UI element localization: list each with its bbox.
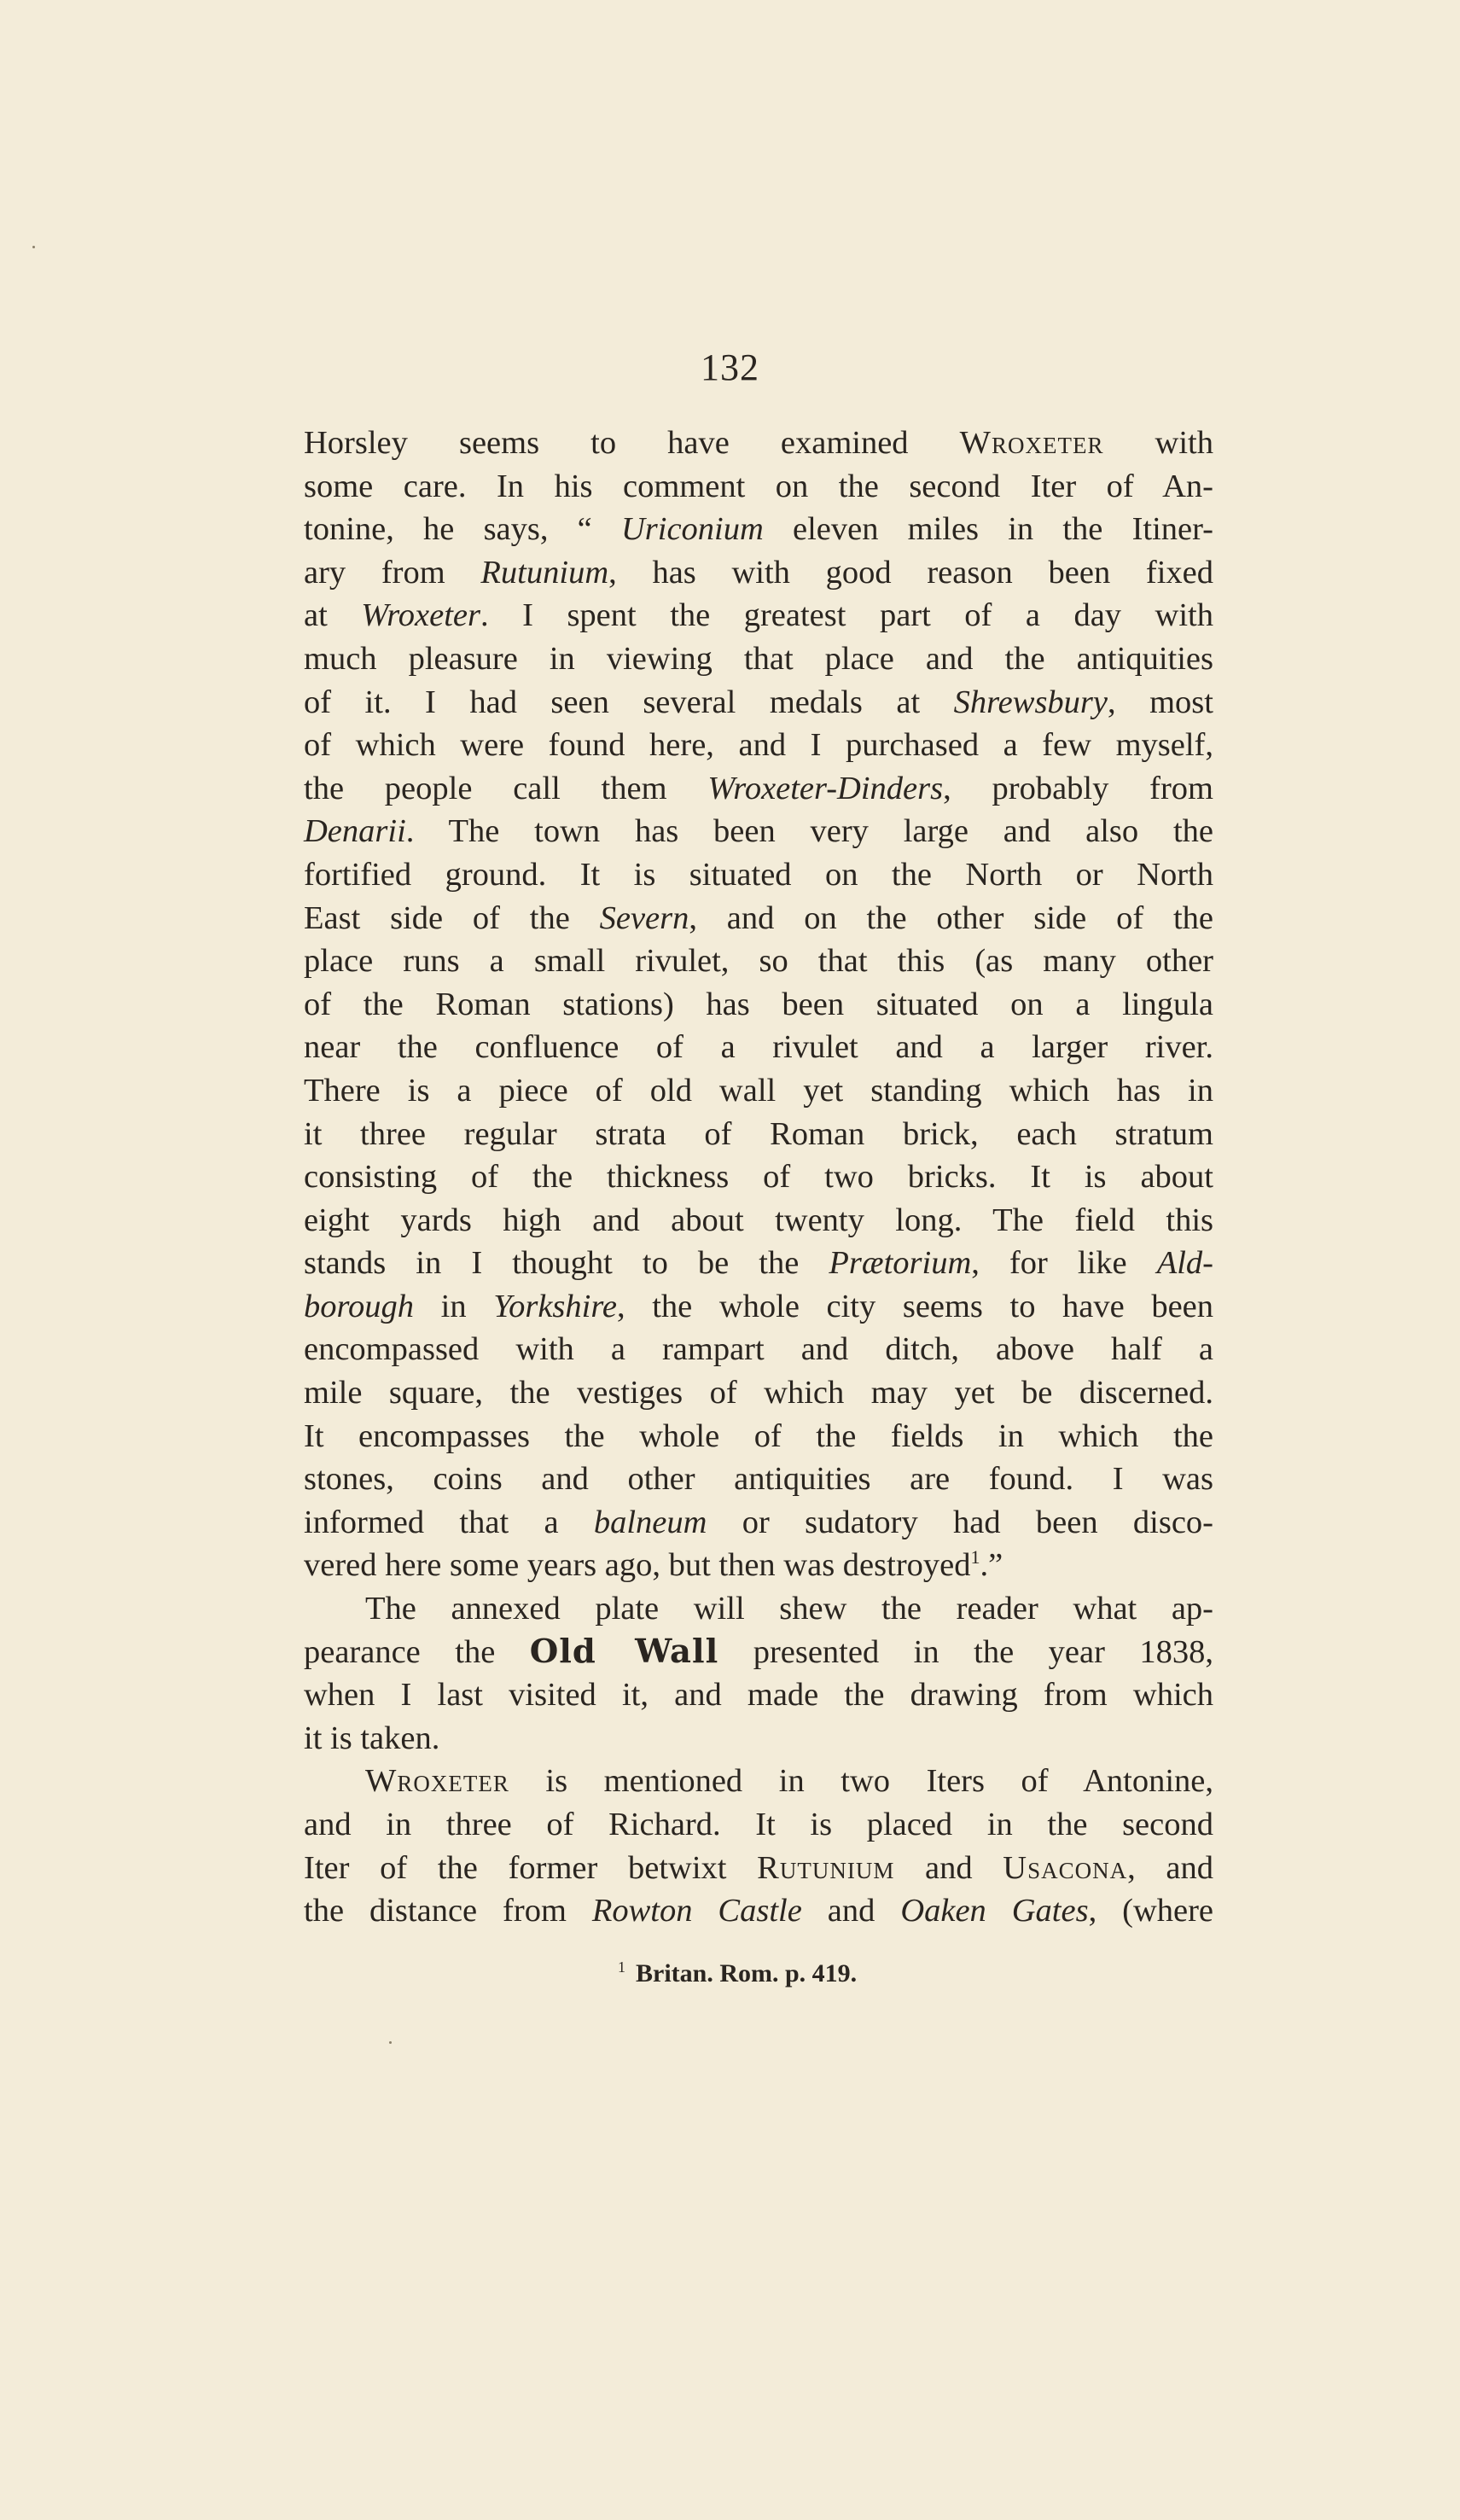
text-line [304,1328,1213,1371]
text-run: fortified ground. It is situated on the North or North [304,856,1213,893]
italic-run: Wroxeter-Dinders [707,770,944,806]
text-line [304,1631,1213,1674]
italic-run: Uriconium [620,511,764,548]
text-run: the people call them [304,770,708,806]
text-run: the distance from [304,1893,592,1929]
text-line [304,1889,1213,1933]
text-run: it three regular strata of Roman brick, each stratum [304,1115,1213,1152]
small-caps-run: Rutunium [757,1849,895,1886]
italic-run: Rutunium [480,554,609,591]
text-run: eleven miles in the Itiner- [763,511,1214,548]
text-run: stands in I thought to be the [304,1245,829,1282]
text-run: Iter of the former betwixt [304,1849,758,1886]
text-line [304,1371,1213,1415]
text-line [304,681,1213,725]
text-run: when I last visited it, and made the drawing from which [304,1677,1213,1714]
text-run: of the Roman stations) has been situated on a lingula [304,986,1213,1022]
text-run: informed that a [304,1504,594,1540]
text-run: , for like [971,1245,1157,1282]
text-run: encompassed with a rampart and ditch, above half a [304,1331,1213,1368]
text-line [304,767,1213,811]
text-run: and in three of Richard. It is placed in the second [304,1807,1213,1842]
text-line [304,940,1213,983]
footnote-marker: 1 [618,1958,625,1976]
footnote-text: Britan. Rom. p. 419. [636,1959,858,1987]
text-run: tonine, he says, “ [304,511,621,548]
text-run: , and on the other side of the [689,899,1213,936]
text-line [304,508,1213,551]
text-line [304,1673,1213,1717]
text-line [304,983,1213,1027]
text-run: . I spent the greatest part of a day with [480,597,1213,634]
text-run: , (where [1088,1893,1214,1929]
text-run: place runs a small rivulet, so that this (as many other [304,943,1213,980]
footnote-ref: 1 [970,1546,980,1568]
text-run: , most [1108,684,1213,720]
small-caps-run: Wroxeter [959,425,1104,461]
text-line [304,465,1213,509]
italic-run: Shrewsbury [953,684,1108,720]
text-run: or sudatory had been disco- [707,1504,1213,1540]
italic-run: Prætorium [829,1245,972,1282]
text-run: at [304,597,362,634]
text-line [304,1285,1213,1329]
text-run: , probably from [943,770,1213,806]
text-run: and [894,1849,1003,1886]
text-run: , and [1127,1849,1214,1886]
italic-run: balneum [593,1504,707,1540]
text-line [304,1069,1213,1113]
text-run: some care. In his comment on the second Iter of An- [304,468,1213,504]
small-caps-run: Wroxeter [365,1763,509,1800]
text-run: mile square, the vestiges of which may yet be discerned. [304,1375,1213,1411]
text-run: much pleasure in viewing that place and the antiquities [304,640,1213,677]
text-run: ary from [304,554,481,591]
text-run: , the whole city seems to have been [616,1288,1213,1324]
text-run: of it. I had seen several medals at [304,684,954,720]
text-run: stones, coins and other antiquities are found. I was [304,1461,1213,1498]
text-line [304,1760,1213,1803]
text-line [304,1803,1213,1847]
text-run: with [1103,425,1213,461]
small-caps-run: Usacona [1003,1849,1128,1886]
text-run: pearance the [304,1633,530,1670]
text-run: presented in the year 1838, [718,1633,1213,1670]
text-run: .” [980,1547,1003,1584]
italic-run: Wroxeter [361,597,480,634]
text-line [304,1544,1213,1587]
italic-run: Yorkshire [493,1288,617,1324]
text-run: in [414,1288,494,1324]
italic-run: Ald- [1156,1245,1213,1282]
text-run: near the confluence of a rivulet and a larger river. [304,1029,1213,1066]
text-line [304,1415,1213,1458]
text-line [304,897,1213,940]
italic-run: Denarii [304,813,406,850]
paper-speck [32,246,35,248]
text-line [304,1199,1213,1243]
text-run: . The town has been very large and also the [405,813,1213,850]
text-run: East side of the [304,899,600,936]
text-run: and [801,1893,901,1929]
text-line [304,1113,1213,1156]
text-run: of which were found here, and I purchased a few myself, [304,727,1213,764]
footnote [618,1959,857,1988]
body-text [304,422,1213,1933]
text-run: it is taken. [304,1720,440,1756]
text-run: , has with good reason been fixed [608,554,1213,591]
italic-run: borough [304,1288,415,1324]
text-line [304,724,1213,767]
text-line [304,1587,1213,1631]
text-run: vered here some years ago, but then was destroyed [304,1547,971,1584]
text-line [304,637,1213,681]
text-run: consisting of the thickness of two bricks. It is about [304,1159,1213,1196]
text-line [304,1458,1213,1501]
page-number: 132 [701,346,759,388]
text-run: It encompasses the whole of the fields in which the [304,1417,1213,1454]
text-run: There is a piece of old wall yet standing which has in [304,1072,1213,1109]
text-line [304,853,1213,897]
text-run: The annexed plate will shew the reader what ap- [365,1591,1213,1627]
text-line [304,1242,1213,1285]
italic-run: Rowton Castle [591,1893,802,1929]
italic-run: Oaken Gates [900,1893,1089,1929]
italic-run: Severn [599,899,689,936]
text-run: Horsley seems to have examined [304,425,960,461]
text-run: is mentioned in two Iters of Antonine, [509,1763,1213,1800]
text-line [304,1026,1213,1069]
paper-speck [389,2041,392,2044]
text-run: eight yards high and about twenty long. The field this [304,1202,1213,1238]
text-line [304,1501,1213,1545]
text-line [304,810,1213,853]
text-line [304,422,1213,465]
text-line [304,594,1213,637]
text-line [304,1847,1213,1890]
text-line [304,1717,1213,1761]
blackletter-run: Old Wall [529,1632,719,1671]
text-line [304,551,1213,595]
text-line [304,1155,1213,1199]
